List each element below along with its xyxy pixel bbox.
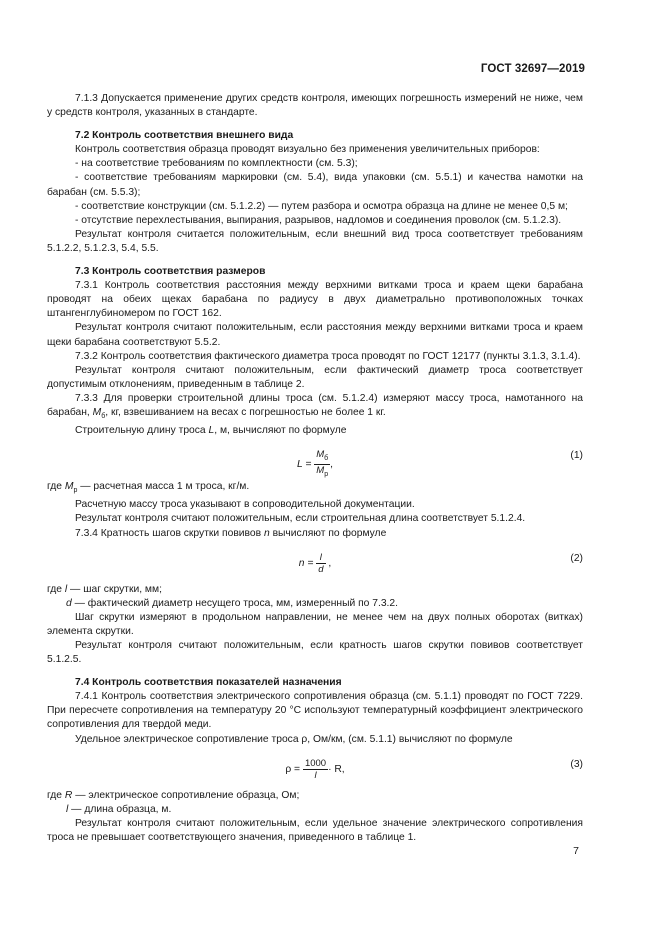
bullet-item: - на соответствие требованиям по комплектности (см. 5.3); [75, 158, 358, 170]
clause-7-3-3: 7.3.3 Для проверки строительной длины троса (см. 5.1.2.4) измеряют массу троса, намотанного на барабан, $M_б$, кг, взвешиванием на весах с погрешностью не более 1 кг. [47, 392, 583, 421]
where-clause: где l — шаг скрутки, мм; [47, 583, 162, 595]
section-heading-7-4: 7.4 Контроль соответствия показателей назначения [75, 677, 342, 689]
paragraph: Расчетную массу троса указывают в сопроводительной документации. [75, 499, 415, 511]
paragraph: Удельное электрическое сопротивление троса ρ, Ом/км, (см. 5.1.1) вычисляют по формуле [75, 733, 513, 745]
paragraph: Результат контроля считают положительным, если кратность шагов скрутки повивов соответствует 5.1.2.5. [47, 640, 583, 666]
section-heading-7-3: 7.3 Контроль соответствия размеров [75, 266, 266, 278]
formula-1: L = $\frac{M_б}{M_р}$ , (1) [296, 449, 583, 478]
clause-7-3-4: 7.3.4 Кратность шагов скрутки повивов n вычисляют по формуле [75, 527, 387, 539]
paragraph: Результат контроля считают положительным, если фактический диаметр троса соответствует допустимым отклонениям, приведенным в таблице 2. [47, 364, 583, 390]
paragraph: Строительную длину троса L, м, вычисляют по формуле [75, 425, 347, 437]
paragraph: Результат контроля считают положительным, если удельное значение электрического сопротивления троса не превышает соответствующего значения, приведенного в таблице 1. [47, 817, 583, 843]
clause-7-1-3: 7.1.3 Допускается применение других средств контроля, имеющих погрешность измерений не ниже, чем у средств контроля, указанных в стандарте. [47, 93, 583, 119]
clause-7-3-2: 7.3.2 Контроль соответствия фактического диаметра троса проводят по ГОСТ 12177 (пункты 3.1.3, 3.1.4). [75, 350, 581, 362]
page-number: 7 [573, 845, 579, 857]
paragraph: Контроль соответствия образца проводят визуально без применения увеличительных приборов: [75, 144, 540, 156]
paragraph: Шаг скрутки измеряют в продольном направлении, не менее чем на двух полных оборотах (витках) элемента скрутки. [47, 611, 583, 637]
section-heading-7-2: 7.2 Контроль соответствия внешнего вида [75, 130, 294, 142]
where-clause: d — фактический диаметр несущего троса, мм, измеренный по 7.3.2. [66, 597, 399, 609]
bullet-item: - соответствие конструкции (см. 5.1.2.2) — путем разбора и осмотра образца на длине не менее 0,5 м; [75, 200, 568, 212]
formula-number: (3) [570, 758, 583, 770]
bullet-item: - соответствие требованиям маркировки (см. 5.4), вида упаковки (см. 5.5.1) и качества намотки на барабан (см. 5.5.3); [47, 172, 583, 198]
paragraph: Результат контроля считают положительным, если расстояния между верхними витками троса и краем щеки барабана соответствуют 5.5.2. [47, 322, 583, 348]
bullet-item: - отсутствие перехлестывания, выпирания, разрывов, надломов и соединения проволок (см. 5.1.2.3). [75, 214, 562, 226]
clause-7-3-1: 7.3.1 Контроль соответствия расстояния между верхними витками троса и краем щеки барабана проводят на обеих щеках барабана по радиусу в двух диаметрально противоположных точках штангенглубиномером по ГОСТ 162. [47, 280, 583, 320]
formula-number: (1) [570, 450, 583, 462]
where-clause: где R — электрическое сопротивление образца, Ом; [47, 789, 300, 801]
where-clause: где $M_р$ — расчетная масса 1 м троса, кг/м. [47, 481, 250, 495]
formula-2: n = $\frac{l}{d}$ , (2) [298, 551, 583, 575]
document-body [47, 92, 583, 845]
where-clause: l — длина образца, м. [66, 803, 172, 815]
formula-number: (2) [570, 552, 583, 564]
paragraph: Результат контроля считают положительным, если строительная длина соответствует 5.1.2.4. [75, 513, 526, 525]
paragraph: Результат контроля считается положительным, если внешний вид троса соответствует требованиям 5.1.2.2, 5.1.2.3, 5.4, 5.5. [47, 228, 583, 254]
document-code: ГОСТ 32697—2019 [480, 63, 585, 75]
clause-7-4-1: 7.4.1 Контроль соответствия электрического сопротивления образца (см. 5.1.1) проводят по ГОСТ 7229. При пересчете сопротивления на температуру 20 °С используют температурный коэффициент электрического сопротивления для твердой меди. [47, 691, 583, 731]
formula-3: ρ = $\frac{1000}{l}$ · R, (3) [285, 757, 583, 781]
